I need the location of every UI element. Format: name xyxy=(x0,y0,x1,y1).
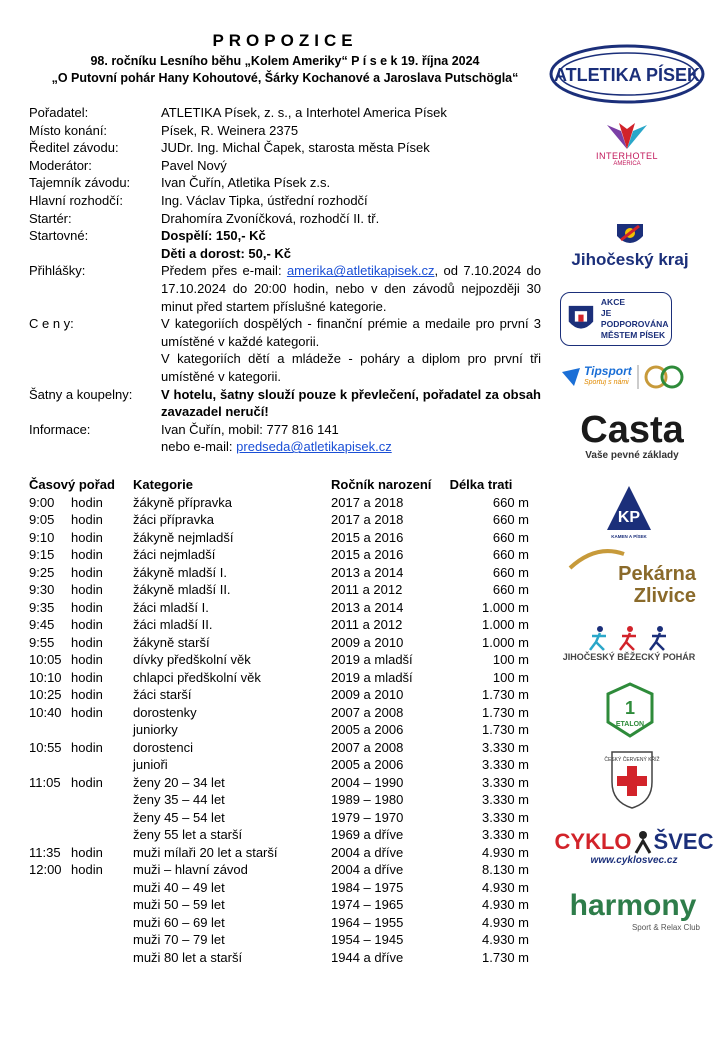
schedule-row xyxy=(29,949,539,967)
atletika-emblem xyxy=(548,40,706,104)
schedule-row xyxy=(29,774,539,792)
time-unit xyxy=(71,756,133,774)
info-row-venue xyxy=(29,122,541,140)
ck-name: ČESKÝ ČERVENÝ KŘÍŽ xyxy=(604,757,660,763)
schedule-row xyxy=(29,511,539,529)
distance: 3.330 m xyxy=(482,792,529,807)
cyklo-name: CYKLO xyxy=(554,828,632,854)
atletika-logo xyxy=(548,40,706,104)
etalon-icon xyxy=(604,682,656,738)
time-unit xyxy=(71,896,133,914)
start-time: 9:30 xyxy=(29,582,55,597)
time-unit: hodin xyxy=(71,774,103,790)
distance: 3.330 m xyxy=(482,774,529,790)
schedule-body xyxy=(29,494,539,967)
category: žákyně mladší II. xyxy=(133,582,231,597)
casta-name: Casta xyxy=(580,408,684,451)
info-value: Dospělí: 150,- Kč xyxy=(161,228,266,244)
distance: 3.330 m xyxy=(482,739,529,755)
bezecky-name: JIHOČESKÝ BĚŽECKÝ POHÁR xyxy=(562,652,696,662)
time-unit: hodin xyxy=(71,512,103,527)
info-label: Informace: xyxy=(29,421,91,437)
category: žáci mladší II. xyxy=(133,617,213,632)
schedule-row xyxy=(29,739,539,757)
distance: 660 m xyxy=(492,512,529,527)
birth-year: 2007 a 2008 xyxy=(331,704,404,720)
info-label: C e n y: xyxy=(29,316,74,332)
schedule-row xyxy=(29,529,539,547)
schedule-row xyxy=(29,844,539,862)
kamen-pisek-logo xyxy=(600,478,658,544)
start-time xyxy=(29,756,71,774)
start-time: 11:05 xyxy=(29,774,61,790)
info-value: ATLETIKA Písek, z. s., a Interhotel America Písek xyxy=(161,105,447,120)
category: žáci nejmladší xyxy=(133,547,216,562)
info-row-dressing xyxy=(29,386,541,421)
schedule-row xyxy=(29,669,539,687)
casta-logo xyxy=(562,404,702,466)
region-emblem-icon xyxy=(613,220,647,250)
info-value: V hotelu, šatny slouží pouze k převlečení, pořadatel za obsah zavazadel neručí! xyxy=(161,386,541,420)
time-unit xyxy=(71,721,133,739)
birth-year: 1979 – 1970 xyxy=(331,809,404,825)
distance: 3.330 m xyxy=(482,827,529,842)
schedule-row xyxy=(29,494,539,512)
info-label: Místo konání: xyxy=(29,122,108,138)
start-time: 9:15 xyxy=(29,547,55,562)
info-label: Přihlášky: xyxy=(29,263,86,279)
birth-year: 1984 – 1975 xyxy=(331,879,404,895)
start-time: 9:35 xyxy=(29,599,55,615)
birth-year: 2011 a 2012 xyxy=(331,582,403,597)
info-label: Startovné: xyxy=(29,228,89,244)
time-unit: hodin xyxy=(71,687,103,702)
schedule-row xyxy=(29,704,539,722)
reg-text: , od 7.10.2024 do 17.10.2024 do 20:00 hodin, nebo v den závodů nejpozději 30 minut před startem příslušné kategorie. xyxy=(161,263,542,314)
schedule-row xyxy=(29,721,539,739)
start-time xyxy=(29,826,71,844)
info-row-director xyxy=(29,139,541,157)
info-label: Tajemník závodu: xyxy=(29,175,131,191)
birth-year: 1944 a dříve xyxy=(331,949,404,965)
schedule-row xyxy=(29,879,539,897)
tipsport-name: Tipsport xyxy=(584,364,632,378)
time-unit: hodin xyxy=(71,564,103,580)
birth-year: 2015 a 2016 xyxy=(331,529,404,545)
info-label: Hlavní rozhodčí: xyxy=(29,192,123,208)
category: ženy 35 – 44 let xyxy=(133,792,225,807)
info-value: V kategoriích dětí a mládeže - poháry a diplom pro první tři umístěné v kategorii. xyxy=(161,351,541,384)
birth-year: 2015 a 2016 xyxy=(331,547,404,562)
birth-year: 2009 a 2010 xyxy=(331,634,404,650)
info-row-registration xyxy=(29,262,541,315)
trophy-subtitle: „O Putovní pohár Hany Kohoutové, Šárky Kochanové a Jaroslava Putschögla“ xyxy=(51,71,519,85)
start-time xyxy=(29,949,71,967)
cus-icon xyxy=(636,363,688,391)
category: muži 80 let a starší xyxy=(133,949,243,965)
category: chlapci předškolní věk xyxy=(133,669,261,685)
start-time xyxy=(29,896,71,914)
distance: 4.930 m xyxy=(482,844,529,860)
start-time: 9:45 xyxy=(29,617,55,632)
casta-sub: Vaše pevné základy xyxy=(585,449,679,461)
time-unit: hodin xyxy=(71,634,103,650)
distance: 100 m xyxy=(492,652,529,667)
info-row-fee xyxy=(29,227,541,245)
birth-year: 2005 a 2006 xyxy=(331,757,404,772)
category: muži – hlavní závod xyxy=(133,862,248,877)
category: ženy 55 let a starší xyxy=(133,827,243,842)
info-block xyxy=(29,104,541,456)
time-unit: hodin xyxy=(71,494,103,510)
bezecky-pohar-logo xyxy=(548,618,710,668)
birth-year: 2007 a 2008 xyxy=(331,739,404,755)
start-time xyxy=(29,791,71,809)
info-value: Děti a dorost: 50,- Kč xyxy=(161,245,292,261)
info-label: Pořadatel: xyxy=(29,105,89,120)
info-value: JUDr. Ing. Michal Čapek, starosta města Písek xyxy=(161,140,430,156)
schedule-row xyxy=(29,861,539,879)
category: žáci mladší I. xyxy=(133,599,209,615)
time-unit xyxy=(71,791,133,809)
jihocesky-kraj-logo xyxy=(552,214,708,276)
distance: 1.730 m xyxy=(482,949,529,965)
birth-year: 2017 a 2018 xyxy=(331,494,404,510)
info-value: Ing. Václav Tipka, ústřední rozhodčí xyxy=(161,192,368,208)
category: ženy 45 – 54 let xyxy=(133,809,225,825)
info-value: Písek, R. Weinera 2375 xyxy=(161,122,299,138)
red-cross-logo xyxy=(604,748,660,810)
schedule-row xyxy=(29,914,539,932)
distance: 4.930 m xyxy=(482,879,529,895)
col-header-distance: Délka trati xyxy=(449,477,513,492)
cyklo-svec-logo xyxy=(554,820,714,874)
info-value: V kategoriích dospělých - finanční prémie a medaile pro první 3 umístěné v každé kategorii. xyxy=(161,316,541,349)
start-time: 9:25 xyxy=(29,564,55,580)
col-header-category: Kategorie xyxy=(133,477,193,492)
birth-year: 1974 – 1965 xyxy=(331,897,404,912)
event-subtitle: 98. ročníku Lesního běhu „Kolem Ameriky“ P í s e k 19. října 2024 xyxy=(90,54,480,68)
red-cross-icon xyxy=(604,748,660,810)
schedule-row xyxy=(29,616,539,634)
schedule-row xyxy=(29,809,539,827)
time-unit xyxy=(71,931,133,949)
category: žákyně přípravka xyxy=(133,494,232,510)
category: muži 70 – 79 let xyxy=(133,932,225,947)
birth-year: 2019 a mladší xyxy=(331,652,413,667)
info-row-organizer xyxy=(29,104,541,122)
birth-year: 1954 – 1945 xyxy=(331,932,404,947)
distance: 4.930 m xyxy=(482,932,529,947)
harmony-logo xyxy=(558,882,708,938)
cyclist-icon xyxy=(632,829,654,855)
distance: 1.730 m xyxy=(482,722,529,737)
pekarna-place: Zlivice xyxy=(633,585,696,607)
time-unit xyxy=(71,949,133,967)
start-time xyxy=(29,879,71,897)
kamen-icon xyxy=(605,484,653,534)
kraj-name: Jihočeský kraj xyxy=(571,250,689,269)
category: muži 50 – 59 let xyxy=(133,897,225,912)
info-label: Šatny a koupelny: xyxy=(29,386,133,402)
start-time: 9:55 xyxy=(29,634,55,650)
info-row-contact xyxy=(29,421,541,439)
tipsport-sub: Sportuj s námi xyxy=(584,379,629,386)
start-time: 9:00 xyxy=(29,494,55,510)
start-time: 9:10 xyxy=(29,529,55,545)
wheat-icon xyxy=(566,548,626,570)
time-unit: hodin xyxy=(71,862,103,877)
contact-text: nebo e-mail: xyxy=(161,439,237,455)
category: muži 40 – 49 let xyxy=(133,879,225,895)
info-row-prizes-kids xyxy=(29,350,541,385)
info-row-moderator xyxy=(29,157,541,175)
distance: 3.330 m xyxy=(482,757,529,772)
distance: 100 m xyxy=(492,669,529,685)
info-row-fee-kids xyxy=(29,245,541,263)
col-header-birth-year: Ročník narození xyxy=(331,477,432,492)
birth-year: 2004 a dříve xyxy=(331,844,404,860)
distance: 660 m xyxy=(492,547,529,562)
birth-year: 2013 a 2014 xyxy=(331,564,404,580)
distance: 660 m xyxy=(492,582,529,597)
category: žáci přípravka xyxy=(133,512,214,527)
birth-year: 2017 a 2018 xyxy=(331,512,404,527)
time-unit xyxy=(71,826,133,844)
start-time xyxy=(29,914,71,932)
birth-year: 2004 a dříve xyxy=(331,862,404,877)
time-unit: hodin xyxy=(71,599,103,615)
akce-line: AKCE xyxy=(600,297,626,307)
birth-year: 1969 a dříve xyxy=(331,827,404,842)
distance: 660 m xyxy=(492,564,529,580)
akce-line: JE PODPOROVÁNA xyxy=(600,308,669,329)
svg-text:KP: KP xyxy=(617,508,641,526)
col-header-time: Časový pořad xyxy=(29,477,115,492)
start-time: 10:55 xyxy=(29,739,62,755)
category: dorostenky xyxy=(133,704,197,720)
birth-year: 2011 a 2012 xyxy=(331,617,403,632)
distance: 660 m xyxy=(492,494,529,510)
distance: 4.930 m xyxy=(482,897,529,912)
time-unit: hodin xyxy=(71,739,103,755)
wings-icon xyxy=(603,121,651,151)
tipsport-logo xyxy=(560,360,710,394)
category: dívky předškolní věk xyxy=(133,652,251,667)
info-row-prizes xyxy=(29,315,541,350)
schedule-row xyxy=(29,581,539,599)
category: junioři xyxy=(133,757,168,772)
pekarna-logo xyxy=(566,546,696,608)
info-label: Ředitel závodu: xyxy=(29,140,119,156)
time-unit: hodin xyxy=(71,582,103,597)
info-row-starter xyxy=(29,210,541,228)
schedule-row xyxy=(29,686,539,704)
info-row-secretary xyxy=(29,174,541,192)
distance: 1.730 m xyxy=(482,687,529,702)
birth-year: 1964 – 1955 xyxy=(331,914,404,930)
category: žákyně nejmladší xyxy=(133,529,234,545)
info-label: Startér: xyxy=(29,210,72,226)
cyklo-web: www.cyklosvec.cz xyxy=(590,854,678,866)
interhotel-name: INTERHOTEL xyxy=(595,151,658,161)
svg-text:1: 1 xyxy=(624,698,636,718)
start-time xyxy=(29,931,71,949)
birth-year: 2019 a mladší xyxy=(331,669,413,685)
svec-name: ŠVEC xyxy=(653,828,714,854)
schedule-row xyxy=(29,651,539,669)
start-time xyxy=(29,809,71,827)
pisek-support-logo xyxy=(560,292,672,346)
harmony-name: harmony xyxy=(569,888,697,922)
birth-year: 2009 a 2010 xyxy=(331,687,404,702)
kamen-name: KAMEN A PÍSEK xyxy=(611,533,647,539)
category: muži 60 – 69 let xyxy=(133,914,225,930)
schedule-table xyxy=(29,476,539,966)
time-unit: hodin xyxy=(71,547,103,562)
distance: 4.930 m xyxy=(482,914,529,930)
start-time: 11:35 xyxy=(29,844,61,860)
interhotel-sub: AMERICA xyxy=(613,161,641,167)
distance: 1.000 m xyxy=(482,634,529,650)
harmony-sub: Sport & Relax Club xyxy=(631,922,700,932)
schedule-row xyxy=(29,564,539,582)
info-value xyxy=(161,438,541,456)
distance: 3.330 m xyxy=(482,809,529,825)
time-unit: hodin xyxy=(71,844,103,860)
birth-year: 2005 a 2006 xyxy=(331,722,404,737)
reg-text: Předem přes e-mail: xyxy=(161,263,287,279)
etalon-logo xyxy=(604,682,656,738)
category: žáci starší xyxy=(133,687,192,702)
birth-year: 2013 a 2014 xyxy=(331,599,404,615)
category: žákyně mladší I. xyxy=(133,564,227,580)
schedule-row xyxy=(29,634,539,652)
time-unit: hodin xyxy=(71,617,103,632)
time-unit: hodin xyxy=(71,529,103,545)
registration-email-link[interactable]: amerika@atletikapisek.cz xyxy=(286,263,435,279)
category: ženy 20 – 34 let xyxy=(133,774,225,790)
distance: 8.130 m xyxy=(482,862,529,877)
time-unit: hodin xyxy=(71,704,103,720)
category: muži mílaři 20 let a starší xyxy=(133,844,278,860)
pekarna-name: Pekárna xyxy=(618,563,696,585)
time-unit: hodin xyxy=(71,652,103,667)
info-row-contact-email xyxy=(29,438,541,456)
tipsport-icon xyxy=(560,366,582,388)
schedule-row xyxy=(29,826,539,844)
info-value: Ivan Čuřín, Atletika Písek z.s. xyxy=(161,175,331,191)
schedule-row xyxy=(29,896,539,914)
distance: 1.000 m xyxy=(482,599,529,615)
category: žákyně starší xyxy=(133,634,210,650)
start-time: 10:10 xyxy=(29,669,62,685)
start-time: 12:00 xyxy=(29,862,62,877)
info-label: Moderátor: xyxy=(29,157,92,173)
birth-year: 2004 – 1990 xyxy=(331,774,404,790)
info-row-referee xyxy=(29,192,541,210)
time-unit: hodin xyxy=(71,669,103,685)
schedule-row xyxy=(29,756,539,774)
schedule-row xyxy=(29,546,539,564)
akce-line: MĚSTEM PÍSEK xyxy=(600,330,666,340)
info-value: Ivan Čuřín, mobil: 777 816 141 xyxy=(161,421,339,437)
schedule-header xyxy=(29,476,539,494)
info-value: Drahomíra Zvoníčková, rozhodčí II. tř. xyxy=(161,210,380,226)
etalon-name: ETALON xyxy=(615,721,645,728)
category: dorostenci xyxy=(133,739,193,755)
time-unit xyxy=(71,914,133,932)
schedule-row xyxy=(29,599,539,617)
runners-icon xyxy=(584,624,674,652)
start-time xyxy=(29,721,71,739)
start-time: 10:40 xyxy=(29,704,62,720)
distance: 660 m xyxy=(492,529,529,545)
schedule-row xyxy=(29,791,539,809)
birth-year: 1989 – 1980 xyxy=(331,792,404,807)
interhotel-logo xyxy=(582,114,672,174)
time-unit xyxy=(71,879,133,897)
start-time: 9:05 xyxy=(29,512,55,527)
contact-email-link[interactable]: predseda@atletikapisek.cz xyxy=(236,439,392,455)
start-time: 10:25 xyxy=(29,687,62,702)
info-value: Pavel Nový xyxy=(161,157,227,173)
distance: 1.730 m xyxy=(482,704,529,720)
category: juniorky xyxy=(133,722,178,737)
info-value xyxy=(161,262,541,315)
city-shield-icon xyxy=(567,300,595,338)
distance: 1.000 m xyxy=(482,617,529,632)
atletika-logo-text: ATLETIKA PÍSEK xyxy=(553,65,701,85)
schedule-row xyxy=(29,931,539,949)
page-title: PROPOZICE xyxy=(212,31,358,50)
time-unit xyxy=(71,809,133,827)
start-time: 10:05 xyxy=(29,652,62,667)
